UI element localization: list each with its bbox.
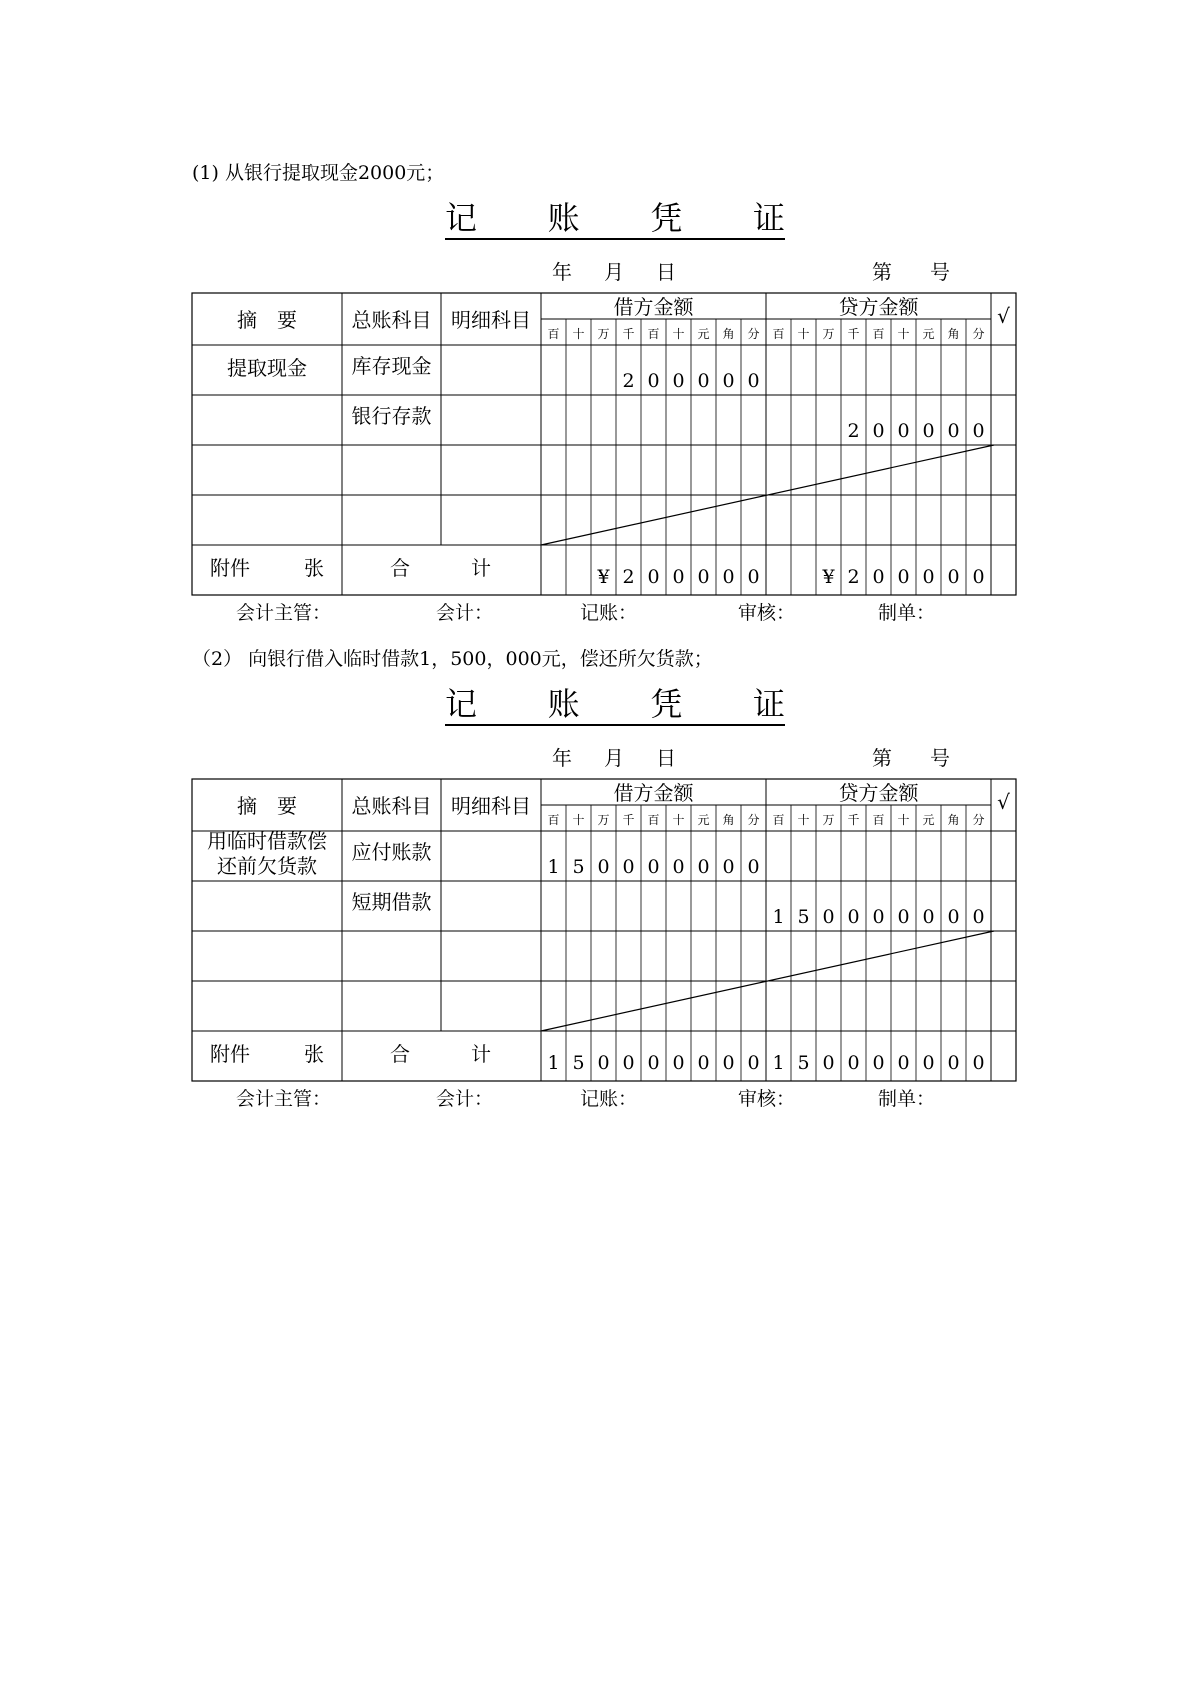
digit-unit-label: 角 <box>722 327 735 341</box>
row-summary: 用临时借款偿 <box>207 829 327 853</box>
total-label: 计 <box>471 556 491 580</box>
voucher-number-label: 第 <box>872 746 892 770</box>
signature-accountant: 会计： <box>436 1088 494 1110</box>
debit-digit: 0 <box>722 856 735 878</box>
credit-digit: 1 <box>772 906 785 928</box>
total-debit-digit: 0 <box>722 1052 735 1074</box>
credit-digit: 0 <box>972 420 985 442</box>
total-debit-digit: 0 <box>697 1052 710 1074</box>
voucher-caption: （2） 向银行借入临时借款1，500，000元，偿还所欠货款； <box>192 648 713 670</box>
credit-digit: 0 <box>897 906 910 928</box>
total-label: 计 <box>471 1042 491 1066</box>
total-debit-digit: 0 <box>647 566 660 588</box>
debit-digit: 1 <box>547 856 560 878</box>
header-summary: 摘 要 <box>237 308 297 332</box>
credit-digit: 5 <box>797 906 810 928</box>
date-month-label: 月 <box>604 260 624 284</box>
debit-digit: 0 <box>722 370 735 392</box>
date-month-label: 月 <box>604 746 624 770</box>
voucher-number-suffix: 号 <box>930 260 950 284</box>
credit-digit: 0 <box>897 420 910 442</box>
total-credit-digit: ¥ <box>822 566 835 588</box>
debit-digit: 0 <box>647 856 660 878</box>
title-char: 凭 <box>650 199 683 237</box>
attachments-unit: 张 <box>304 1042 324 1066</box>
signature-preparer: 制单： <box>878 1088 936 1110</box>
total-credit-digit: 0 <box>972 566 985 588</box>
digit-unit-label: 十 <box>897 813 910 827</box>
debit-digit: 0 <box>622 856 635 878</box>
digit-unit-label: 万 <box>822 813 835 827</box>
digit-unit-label: 角 <box>947 327 960 341</box>
date-day-label: 日 <box>656 260 676 284</box>
signature-preparer: 制单： <box>878 602 936 624</box>
digit-unit-label: 万 <box>597 327 610 341</box>
date-year-label: 年 <box>552 746 572 770</box>
digit-unit-label: 分 <box>747 813 760 827</box>
digit-unit-label: 百 <box>872 813 885 827</box>
total-label: 合 <box>390 1042 410 1066</box>
total-credit-digit: 0 <box>922 1052 935 1074</box>
row-summary: 提取现金 <box>227 356 307 380</box>
total-credit-digit: 0 <box>922 566 935 588</box>
header-credit: 贷方金额 <box>838 295 919 319</box>
total-credit-digit: 2 <box>847 566 860 588</box>
debit-digit: 0 <box>747 370 760 392</box>
total-credit-digit: 0 <box>947 1052 960 1074</box>
debit-digit: 2 <box>622 370 635 392</box>
attachments-unit: 张 <box>304 556 324 580</box>
title-char: 账 <box>547 685 580 723</box>
debit-digit: 0 <box>697 370 710 392</box>
digit-unit-label: 万 <box>597 813 610 827</box>
total-debit-digit: 0 <box>672 566 685 588</box>
attachments-label: 附件 <box>210 556 250 580</box>
row-general-account: 库存现金 <box>351 354 432 378</box>
total-debit-digit: 5 <box>572 1052 585 1074</box>
header-debit: 借方金额 <box>613 295 694 319</box>
debit-digit: 0 <box>672 856 685 878</box>
header-general-account: 总账科目 <box>351 308 432 332</box>
digit-unit-label: 十 <box>672 327 685 341</box>
debit-digit: 0 <box>672 370 685 392</box>
header-general-account: 总账科目 <box>351 794 432 818</box>
digit-unit-label: 千 <box>622 327 635 341</box>
signature-accountant: 会计： <box>436 602 494 624</box>
debit-digit: 0 <box>647 370 660 392</box>
total-credit-digit: 0 <box>972 1052 985 1074</box>
total-debit-digit: 0 <box>697 566 710 588</box>
total-credit-digit: 0 <box>897 1052 910 1074</box>
signature-bookkeeper: 记账： <box>580 1088 638 1110</box>
digit-unit-label: 元 <box>697 327 710 341</box>
header-check: √ <box>997 304 1010 328</box>
total-debit-digit: 0 <box>622 1052 635 1074</box>
title-char: 证 <box>752 199 785 237</box>
total-debit-digit: 0 <box>747 1052 760 1074</box>
digit-unit-label: 百 <box>647 327 660 341</box>
total-credit-digit: 0 <box>947 566 960 588</box>
attachments-label: 附件 <box>210 1042 250 1066</box>
voucher-number-suffix: 号 <box>930 746 950 770</box>
total-debit-digit: 1 <box>547 1052 560 1074</box>
title-char: 记 <box>445 685 478 723</box>
credit-digit: 0 <box>872 420 885 442</box>
total-debit-digit: 0 <box>722 566 735 588</box>
digit-unit-label: 千 <box>847 813 860 827</box>
header-summary: 摘 要 <box>237 794 297 818</box>
credit-digit: 0 <box>872 906 885 928</box>
header-check: √ <box>997 790 1010 814</box>
digit-unit-label: 千 <box>622 813 635 827</box>
digit-unit-label: 百 <box>772 327 785 341</box>
digit-unit-label: 百 <box>547 813 560 827</box>
signature-reviewer: 审核： <box>738 602 796 624</box>
total-credit-digit: 0 <box>872 566 885 588</box>
credit-digit: 0 <box>947 906 960 928</box>
credit-digit: 0 <box>972 906 985 928</box>
title-char: 凭 <box>650 685 683 723</box>
signature-supervisor: 会计主管： <box>236 602 332 624</box>
date-year-label: 年 <box>552 260 572 284</box>
credit-digit: 0 <box>922 420 935 442</box>
credit-digit: 2 <box>847 420 860 442</box>
signature-reviewer: 审核： <box>738 1088 796 1110</box>
total-debit-digit: 2 <box>622 566 635 588</box>
digit-unit-label: 十 <box>897 327 910 341</box>
debit-digit: 0 <box>747 856 760 878</box>
signature-bookkeeper: 记账： <box>580 602 638 624</box>
total-credit-digit: 0 <box>872 1052 885 1074</box>
digit-unit-label: 十 <box>572 813 585 827</box>
total-credit-digit: 5 <box>797 1052 810 1074</box>
header-detail-account: 明细科目 <box>451 308 531 332</box>
title-char: 证 <box>752 685 785 723</box>
digit-unit-label: 元 <box>922 327 935 341</box>
title-char: 账 <box>547 199 580 237</box>
digit-unit-label: 千 <box>847 327 860 341</box>
total-debit-digit: 0 <box>647 1052 660 1074</box>
voucher-number-label: 第 <box>872 260 892 284</box>
credit-digit: 0 <box>822 906 835 928</box>
total-credit-digit: 0 <box>847 1052 860 1074</box>
voucher-caption: (1) 从银行提取现金2000元； <box>192 162 445 184</box>
header-debit: 借方金额 <box>613 781 694 805</box>
credit-digit: 0 <box>922 906 935 928</box>
digit-unit-label: 分 <box>972 813 985 827</box>
digit-unit-label: 十 <box>797 327 810 341</box>
digit-unit-label: 百 <box>647 813 660 827</box>
credit-digit: 0 <box>847 906 860 928</box>
header-detail-account: 明细科目 <box>451 794 531 818</box>
signature-supervisor: 会计主管： <box>236 1088 332 1110</box>
digit-unit-label: 百 <box>872 327 885 341</box>
total-debit-digit: 0 <box>597 1052 610 1074</box>
row-summary: 还前欠货款 <box>217 854 317 878</box>
total-debit-digit: ¥ <box>597 566 610 588</box>
debit-digit: 5 <box>572 856 585 878</box>
total-credit-digit: 0 <box>822 1052 835 1074</box>
total-debit-digit: 0 <box>747 566 760 588</box>
digit-unit-label: 万 <box>822 327 835 341</box>
debit-digit: 0 <box>697 856 710 878</box>
header-credit: 贷方金额 <box>838 781 919 805</box>
digit-unit-label: 角 <box>722 813 735 827</box>
total-credit-digit: 1 <box>772 1052 785 1074</box>
credit-digit: 0 <box>947 420 960 442</box>
digit-unit-label: 十 <box>672 813 685 827</box>
title-char: 记 <box>445 199 478 237</box>
row-general-account: 短期借款 <box>351 890 432 914</box>
total-credit-digit: 0 <box>897 566 910 588</box>
digit-unit-label: 十 <box>797 813 810 827</box>
digit-unit-label: 分 <box>747 327 760 341</box>
digit-unit-label: 角 <box>947 813 960 827</box>
row-general-account: 应付账款 <box>351 840 432 864</box>
total-debit-digit: 0 <box>672 1052 685 1074</box>
digit-unit-label: 元 <box>697 813 710 827</box>
row-general-account: 银行存款 <box>351 404 432 428</box>
total-label: 合 <box>390 556 410 580</box>
debit-digit: 0 <box>597 856 610 878</box>
digit-unit-label: 分 <box>972 327 985 341</box>
digit-unit-label: 十 <box>572 327 585 341</box>
date-day-label: 日 <box>656 746 676 770</box>
digit-unit-label: 百 <box>772 813 785 827</box>
digit-unit-label: 元 <box>922 813 935 827</box>
digit-unit-label: 百 <box>547 327 560 341</box>
